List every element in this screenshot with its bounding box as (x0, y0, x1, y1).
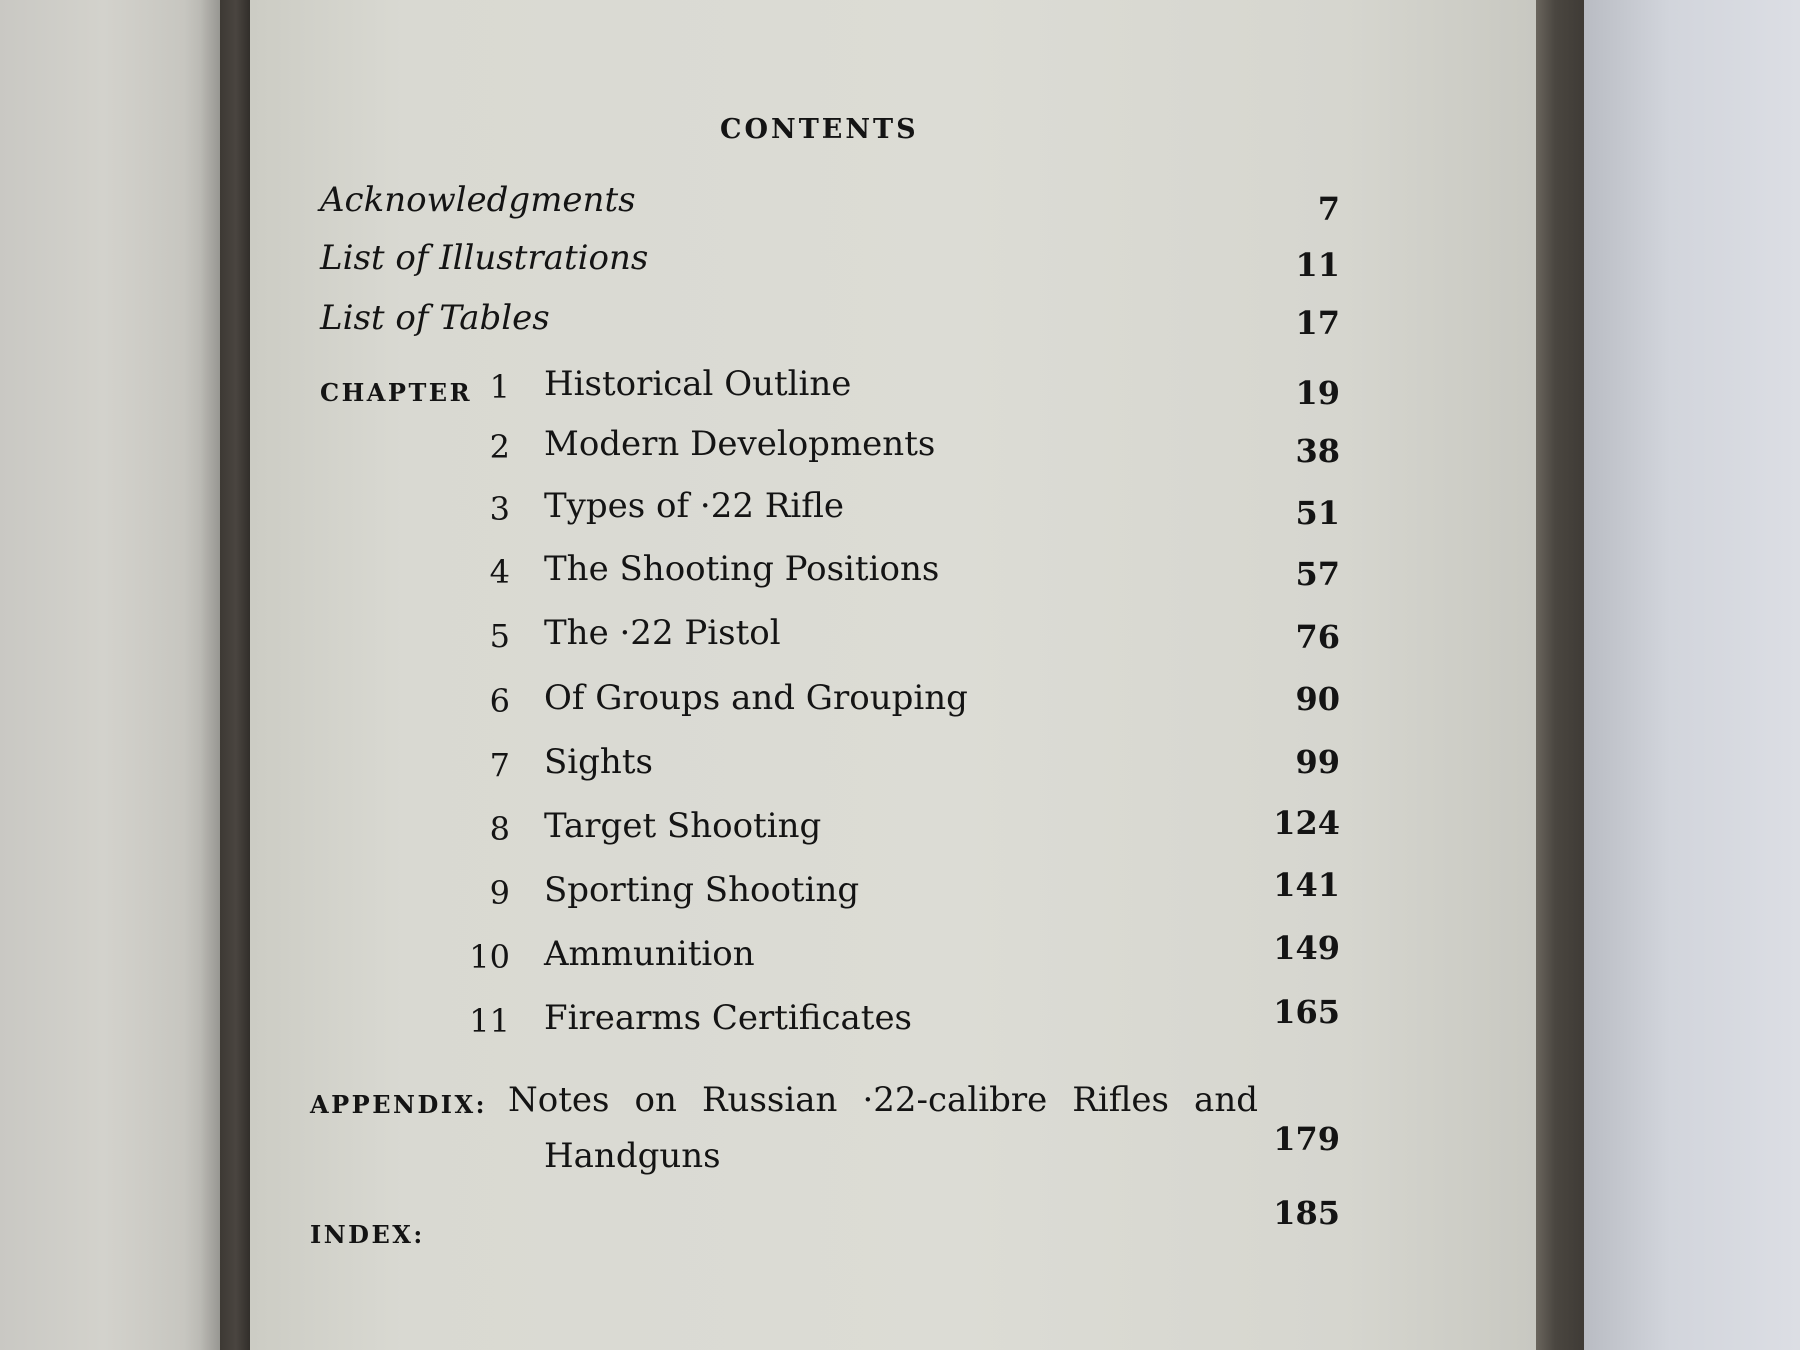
chapter-title: Modern Developments (544, 424, 936, 464)
chapter-title: Target Shooting (544, 806, 822, 846)
background-surface (1584, 0, 1800, 1350)
chapter-number: 2 (489, 428, 510, 466)
chapter-title: The Shooting Positions (544, 549, 940, 589)
book-cover-left-edge (220, 0, 252, 1350)
appendix-label: APPENDIX: (310, 1090, 487, 1119)
chapter-page-number: 165 (1273, 993, 1340, 1031)
chapter-title: Sporting Shooting (544, 870, 860, 910)
chapter-number: 9 (489, 874, 510, 912)
chapter-page-number: 124 (1273, 804, 1340, 842)
chapter-number: 11 (469, 1002, 510, 1040)
front-matter-page-number: 11 (1295, 246, 1340, 284)
appendix-title-line-2: Handguns (544, 1136, 721, 1176)
chapter-number: 5 (489, 617, 510, 655)
chapter-number: 7 (489, 746, 510, 784)
chapter-number: 3 (489, 490, 510, 528)
page-title: CONTENTS (720, 114, 919, 145)
front-matter-page-number: 7 (1317, 190, 1340, 228)
chapter-title: Types of ·22 Rifle (544, 486, 845, 526)
front-matter-acknowledgments: Acknowledgments (320, 180, 636, 220)
front-matter-list-of-illustrations: List of Illustrations (320, 238, 649, 278)
chapter-number: 1 (489, 368, 510, 406)
chapter-title: Historical Outline (544, 364, 852, 404)
chapter-page-number: 19 (1295, 374, 1340, 412)
chapter-page-number: 141 (1273, 866, 1340, 904)
chapter-page-number: 149 (1273, 929, 1340, 967)
front-matter-page-number: 17 (1295, 304, 1340, 342)
index-label: INDEX: (310, 1220, 425, 1249)
book-cover-right-edge (1536, 0, 1584, 1350)
chapter-page-number: 76 (1295, 618, 1340, 656)
chapter-number: 8 (489, 810, 510, 848)
chapter-title: Firearms Certificates (544, 998, 913, 1038)
chapter-number: 4 (489, 553, 510, 591)
chapter-page-number: 51 (1295, 494, 1340, 532)
chapter-page-number: 57 (1295, 555, 1340, 593)
chapter-page-number: 99 (1295, 743, 1340, 781)
chapter-number: 6 (489, 682, 510, 720)
index-page-number: 185 (1273, 1194, 1340, 1232)
chapter-title: Ammunition (544, 934, 755, 974)
chapter-title: The ·22 Pistol (544, 613, 781, 653)
chapter-number: 10 (469, 938, 510, 976)
left-page-edge (0, 0, 230, 1350)
chapter-page-number: 38 (1295, 432, 1340, 470)
appendix-page-number: 179 (1273, 1120, 1340, 1158)
front-matter-list-of-tables: List of Tables (320, 298, 550, 338)
chapter-page-number: 90 (1295, 680, 1340, 718)
appendix-title-line-1: Notes on Russian ·22-calibre Rifles and (508, 1080, 1258, 1120)
chapter-title: Of Groups and Grouping (544, 678, 968, 718)
chapter-heading-label: CHAPTER (320, 378, 473, 407)
chapter-title: Sights (544, 742, 653, 782)
